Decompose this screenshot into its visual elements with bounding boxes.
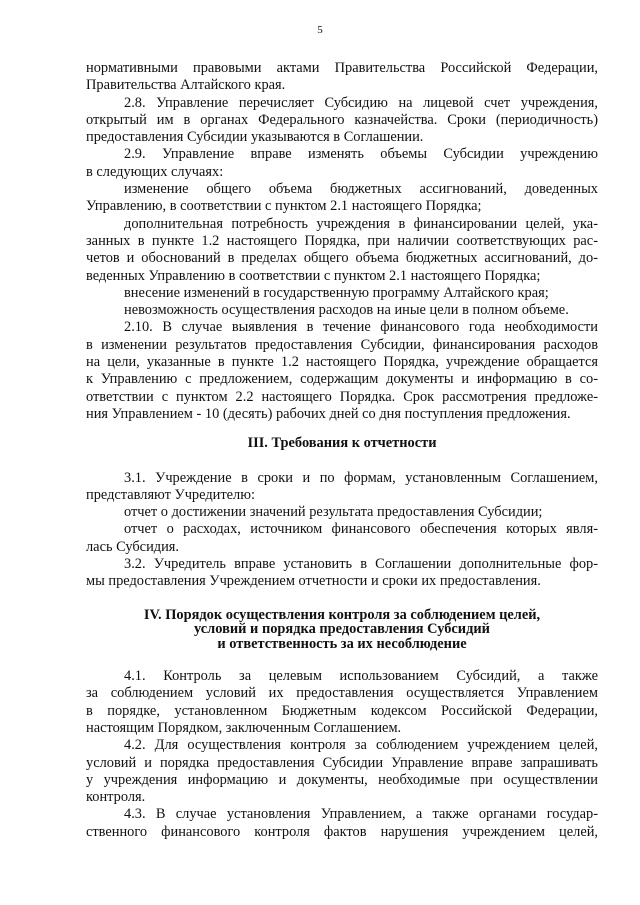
- text-line: предоставления Субсидии указываются в Соглашении.: [86, 129, 424, 146]
- text-line: четов и обоснований в пределах общего объема бюджетных ассигнований, до-: [86, 250, 598, 267]
- paragraph-4-3: 4.3. В случае установления Управлением, а также органами государ-: [124, 806, 598, 823]
- text-line: веденных Управлению в соответствии с пунктом 2.1 настоящего Порядка;: [86, 267, 541, 284]
- paragraph-2-8: 2.8. Управление перечисляет Субсидию на лицевой счет учреждения,: [124, 94, 598, 111]
- text-line: ственного финансового контроля фактов нарушения учреждением целей,: [86, 823, 598, 840]
- text-line: настоящим Порядком, заключенным Соглашением.: [86, 720, 402, 736]
- text-line: на цели, указанные в пункте 1.2 настоящего Порядка, учреждение обращается: [86, 354, 598, 371]
- list-item: невозможность осуществления расходов на иные цели в полном объеме.: [124, 302, 569, 319]
- text-line: ответствии с пунктом 2.2 настоящего Порядка. Срок рассмотрения предложе-: [86, 388, 598, 405]
- text-line: условий и порядка предоставления Субсидии Управление вправе запрашивать: [86, 754, 598, 771]
- text-line: мы предоставления Учреждением отчетности и сроки их предоставления.: [86, 573, 541, 590]
- paragraph-2-9: 2.9. Управление вправе изменять объемы Субсидии учреждению: [124, 146, 598, 163]
- text-line: открытый им в органах Федерального казначейства. Сроки (периодичность): [86, 111, 598, 128]
- paragraph-4-2: 4.2. Для осуществления контроля за соблюдением учреждением целей,: [124, 737, 598, 754]
- text-line: занных в пункте 1.2 настоящего Порядка, при наличии соответствующих рас-: [86, 232, 598, 249]
- text-line: за соблюдением условий их предоставления осуществляется Управлением: [86, 685, 598, 702]
- list-item: дополнительная потребность учреждения в финансировании целей, ука-: [124, 215, 598, 232]
- text-line: у учреждения информацию и документы, необходимые при осуществлении: [86, 771, 598, 788]
- paragraph-4-1: 4.1. Контроль за целевым использованием Субсидий, а также: [124, 668, 598, 685]
- text-line: в изменении результатов предоставления Субсидии, финансирования расходов: [86, 336, 598, 353]
- paragraph-3-2: 3.2. Учредитель вправе установить в Соглашении дополнительные фор-: [124, 556, 598, 573]
- list-item: отчет о расходах, источником финансового обеспечения которых явля-: [124, 521, 598, 538]
- text-line: контроля.: [86, 789, 146, 806]
- text-line: нормативными правовыми актами Правительства Российской Федерации,: [86, 60, 598, 76]
- section-heading-4-line-3: и ответственность за их несоблюдение: [217, 635, 467, 652]
- text-line: представляют Учредителю:: [86, 486, 255, 503]
- list-item: отчет о достижении значений результата предоставления Субсидии;: [124, 504, 543, 521]
- section-heading-4: IV. Порядок осуществления контроля за соблюдением целей,: [143, 606, 541, 623]
- list-item: изменение общего объема бюджетных ассигнований, доведенных: [124, 181, 598, 198]
- paragraph-2-10: 2.10. В случае выявления в течение финансового года необходимости: [124, 319, 598, 336]
- text-line: Управлению, в соответствии с пунктом 2.1 настоящего Порядка;: [86, 198, 482, 215]
- text-line: в следующих случаях:: [86, 163, 224, 180]
- text-line: ния Управлением - 10 (десять) рабочих дней со дня поступления предложения.: [86, 405, 571, 422]
- text-line: лась Субсидия.: [86, 538, 180, 555]
- section-heading-4-line-2: условий и порядка предоставления Субсидий: [194, 621, 490, 638]
- section-heading-3: III. Требования к отчетности: [247, 435, 437, 452]
- text-line: Правительства Алтайского края.: [86, 77, 286, 94]
- list-item: внесение изменений в государственную программу Алтайского края;: [124, 284, 549, 301]
- document-body: [86, 60, 598, 841]
- paragraph-3-1: 3.1. Учреждение в сроки и по формам, установленным Соглашением,: [124, 469, 598, 486]
- page-number: 5: [317, 24, 323, 36]
- text-line: к Управлению с предложением, содержащим документы и информацию в со-: [86, 371, 598, 388]
- text-line: в порядке, установленном Бюджетным кодексом Российской Федерации,: [86, 702, 598, 719]
